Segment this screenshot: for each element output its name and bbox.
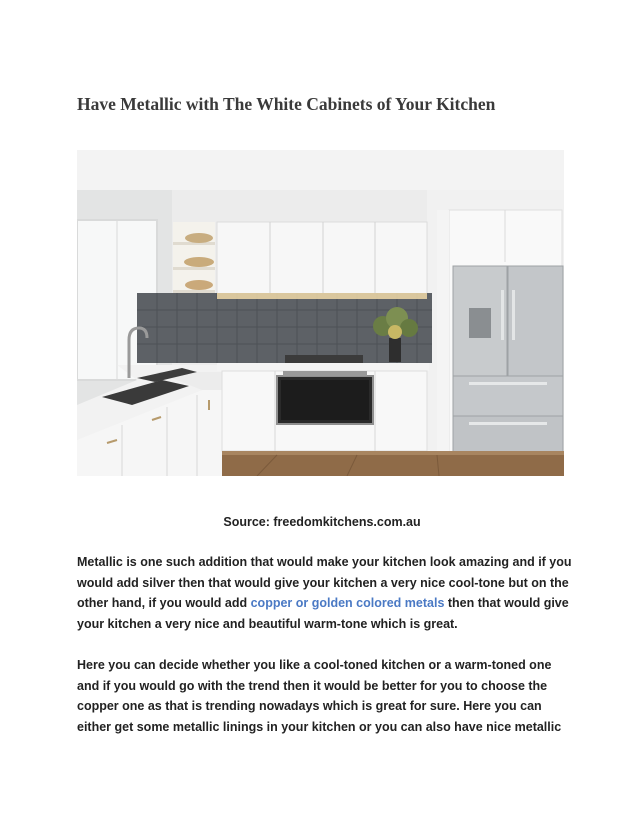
paragraph-metallic-intro: [77, 552, 577, 634]
paragraph-tone-choice: Here you can decide whether you like a cool-toned kitchen or a warm-toned one and if you would go with the trend then it would be better for you to choose the copper one as that is trending nowadays which is great for sure. Here you can either get some metallic linings in your kitchen or you can also have nice metallic: [77, 658, 562, 734]
kitchen-photo: [77, 150, 564, 476]
paragraph1-text-after: then that would give your kitchen a very nice and beautiful warm-tone which is great.: [77, 596, 569, 631]
image-caption: [0, 515, 638, 529]
paragraph1-text-before: Metallic is one such addition that would make your kitchen look amazing and if you would add silver then that would give your kitchen a very nice cool-tone but on the other hand, if you would add: [77, 555, 572, 610]
copper-golden-metals-link[interactable]: copper or golden colored metals: [250, 596, 445, 610]
article-heading: Have Metallic with The White Cabinets of Your Kitchen: [77, 94, 496, 114]
image-source-text: Source: freedomkitchens.com.au: [223, 515, 421, 529]
